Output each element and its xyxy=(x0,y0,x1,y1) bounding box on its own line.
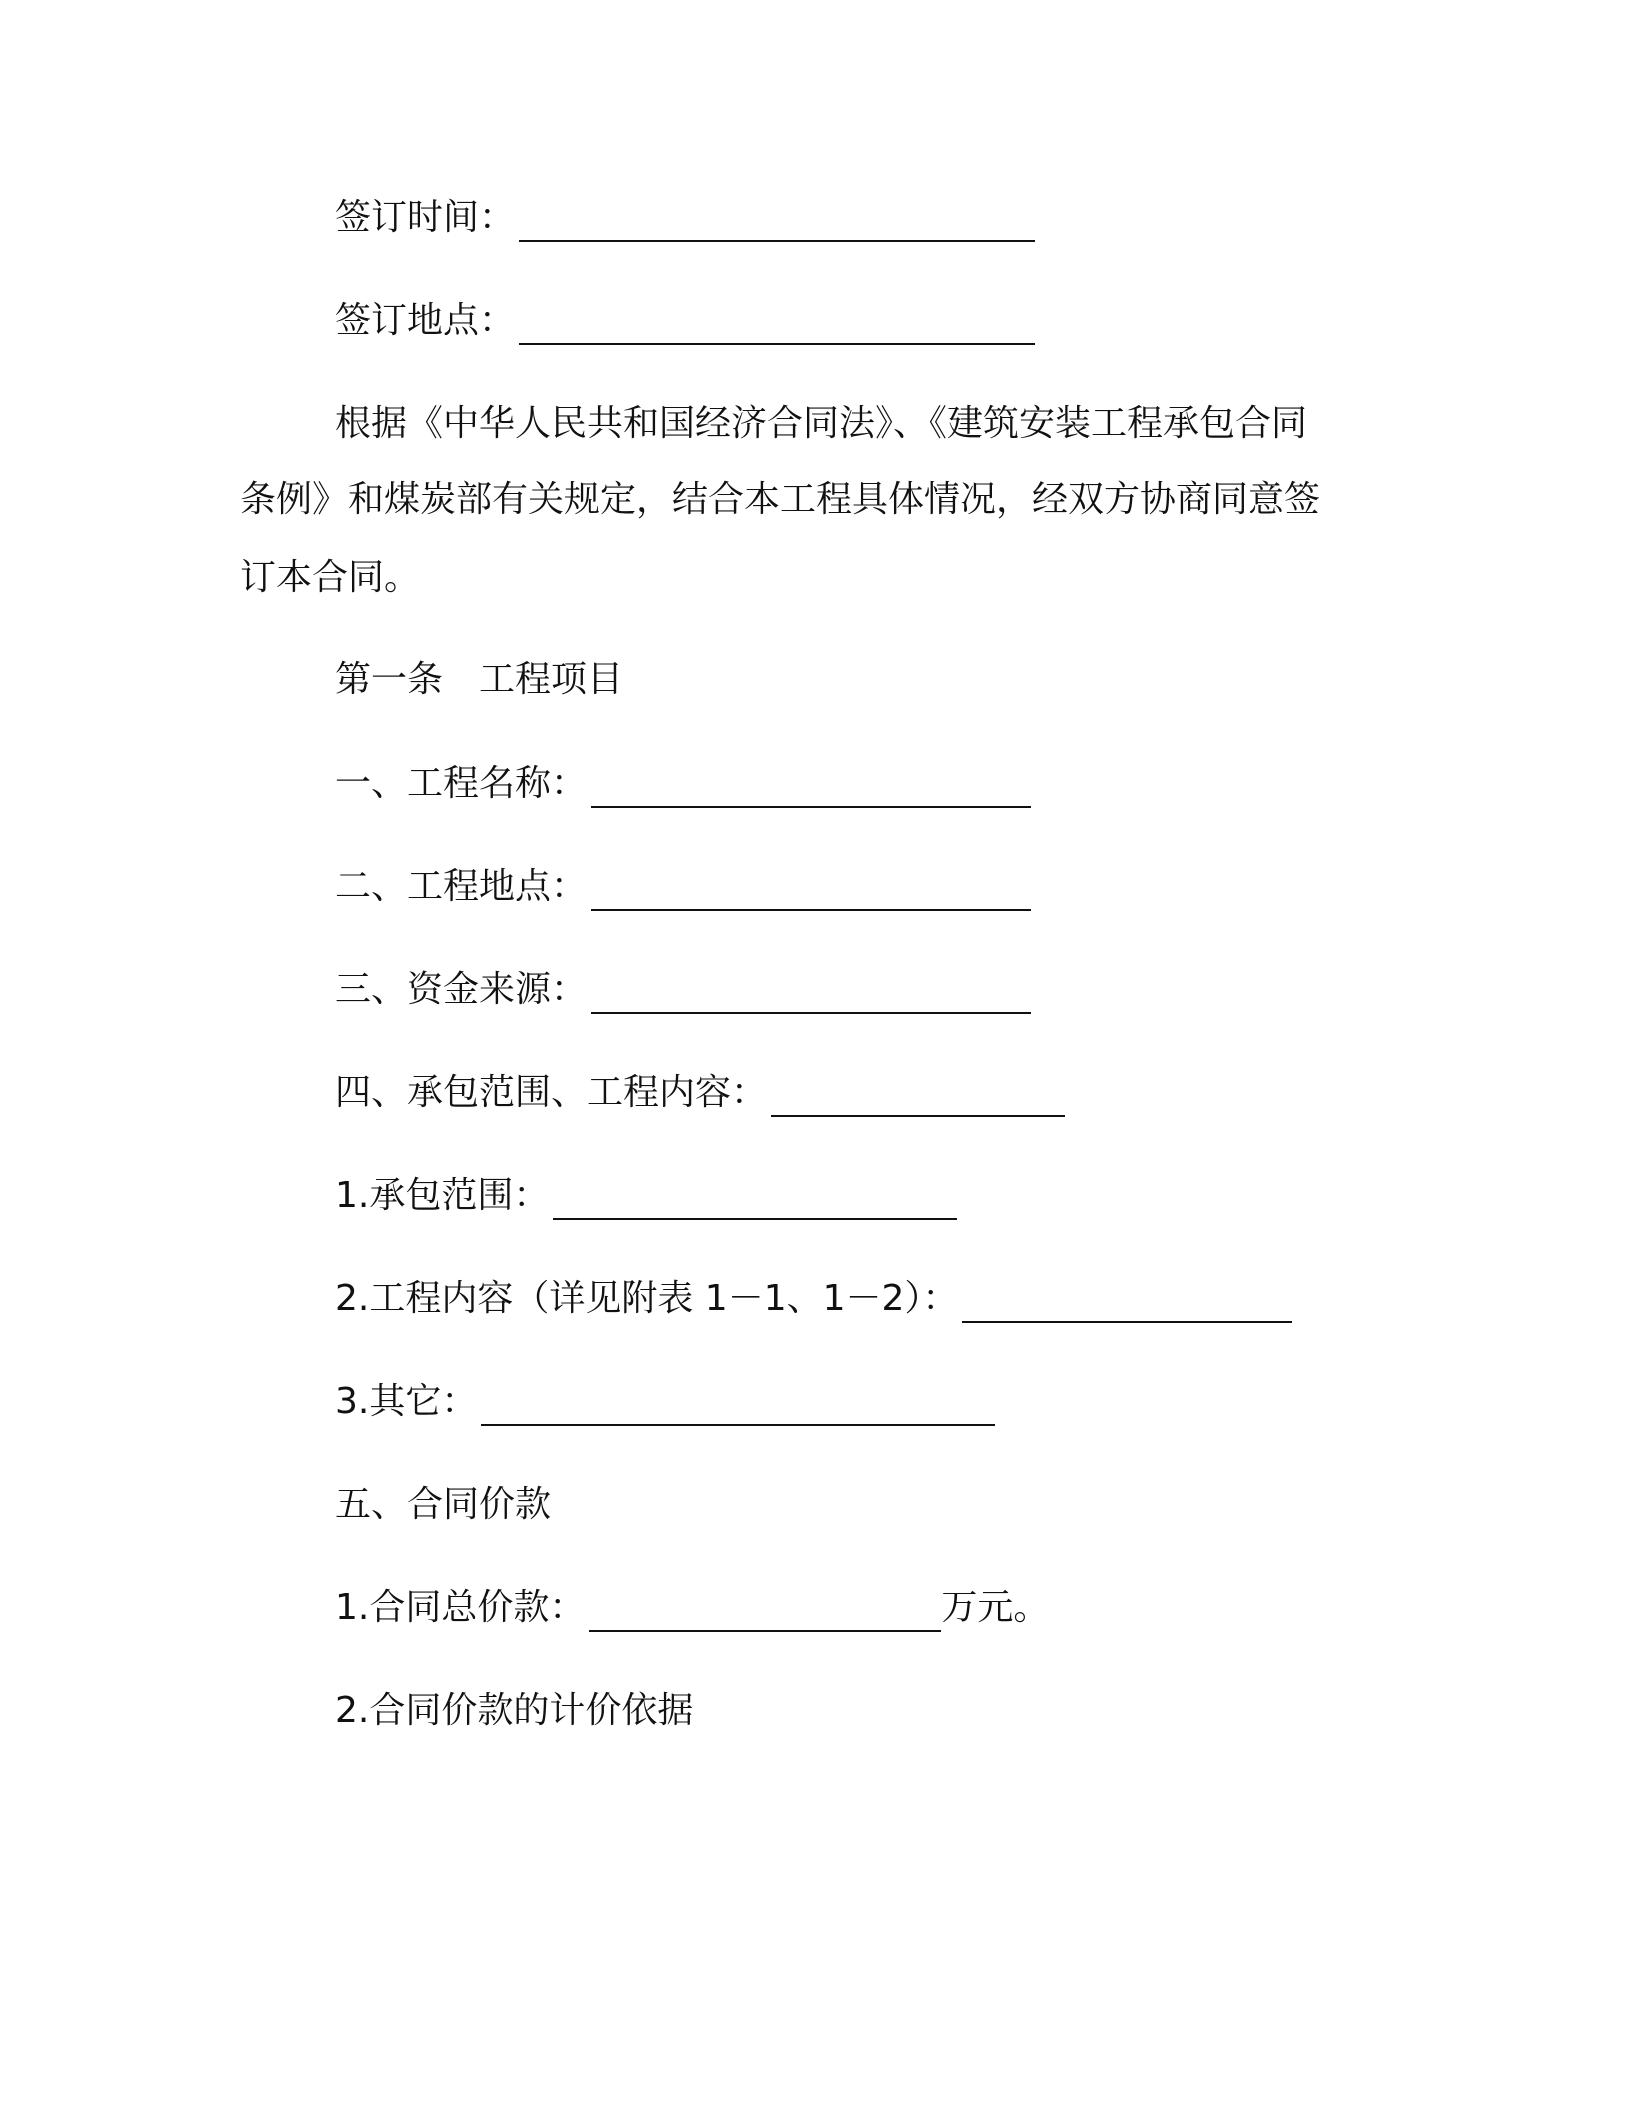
intro-line-3: 订本合同。 xyxy=(240,557,421,598)
sign-time-row xyxy=(335,194,1035,242)
fund-source-row xyxy=(335,966,1031,1014)
scope-label: 1.承包范围： xyxy=(335,1175,550,1216)
fund-source-blank[interactable] xyxy=(591,972,1031,1014)
total-price-unit: 万元。 xyxy=(941,1587,1050,1628)
total-price-row xyxy=(335,1584,1049,1632)
total-price-label: 1.合同总价款： xyxy=(335,1587,586,1628)
project-name-row xyxy=(335,760,1031,808)
scope-blank[interactable] xyxy=(553,1178,957,1220)
project-location-row xyxy=(335,863,1031,911)
total-price-blank[interactable] xyxy=(589,1590,941,1632)
project-name-label: 一、工程名称： xyxy=(335,763,588,804)
project-location-label: 二、工程地点： xyxy=(335,866,588,907)
pricing-basis-heading: 2.合同价款的计价依据 xyxy=(335,1690,694,1731)
other-row xyxy=(335,1378,995,1426)
scope-content-row xyxy=(335,1069,1065,1117)
contract-price-heading: 五、合同价款 xyxy=(335,1484,552,1525)
scope-content-blank[interactable] xyxy=(771,1075,1065,1117)
intro-line-2: 条例》和煤炭部有关规定，结合本工程具体情况，经双方协商同意签 xyxy=(240,479,1321,520)
content-blank[interactable] xyxy=(962,1281,1292,1323)
fund-source-label: 三、资金来源： xyxy=(335,969,588,1010)
article-title: 工程项目 xyxy=(479,659,624,700)
project-name-blank[interactable] xyxy=(591,766,1031,808)
sign-place-row xyxy=(335,297,1035,345)
intro-line-1: 根据《中华人民共和国经济合同法》、《建筑安装工程承包合同 xyxy=(335,403,1308,444)
scope-row xyxy=(335,1172,957,1220)
sign-time-label: 签订时间： xyxy=(335,197,516,238)
sign-place-blank[interactable] xyxy=(519,303,1035,345)
content-label: 2.工程内容（详见附表 1－1、1－2）： xyxy=(335,1278,959,1319)
project-location-blank[interactable] xyxy=(591,869,1031,911)
content-row xyxy=(335,1275,1292,1323)
sign-time-blank[interactable] xyxy=(519,200,1035,242)
sign-place-label: 签订地点： xyxy=(335,300,516,341)
scope-content-label: 四、承包范围、工程内容： xyxy=(335,1072,768,1113)
article-number: 第一条 xyxy=(335,659,444,700)
other-label: 3.其它： xyxy=(335,1381,478,1422)
other-blank[interactable] xyxy=(481,1384,995,1426)
article-1-heading xyxy=(335,656,623,704)
